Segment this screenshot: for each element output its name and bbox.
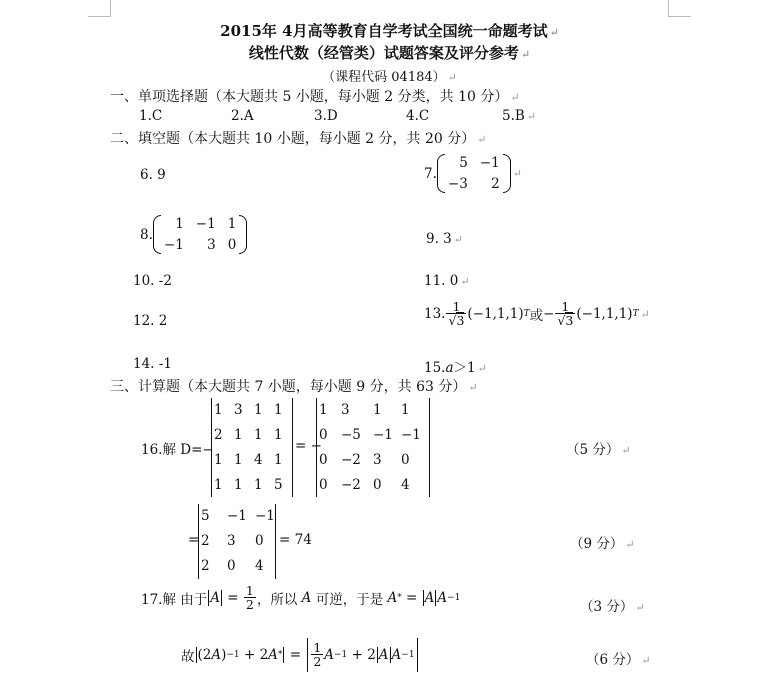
answer-8: 8. 1 −1 1 −1 3 0: [140, 215, 247, 254]
course-code: （课程代码 04184） ↵: [322, 70, 457, 85]
crop-mark-left: [88, 0, 111, 17]
crop-mark-right: [668, 0, 691, 17]
determinant-1: 1 3 1 1 2 1 1 1 1 1 4 1 1 1 1 5: [211, 398, 293, 497]
fraction-1-over-sqrt3: $\frac{1}{√3}$: [557, 299, 574, 328]
return-mark-icon: ↵: [447, 71, 457, 84]
fraction-one-half: $\frac{1}{2}$: [313, 640, 322, 669]
determinant-3: 5 −1 −1 2 3 0 2 0 4: [198, 504, 276, 579]
matrix-8: 1 −1 1 −1 3 0: [153, 215, 247, 254]
answer-5: 5.B ↵: [502, 108, 537, 124]
answer-6: 6. 9: [140, 167, 166, 183]
q17-line-1: 17.解 由于 A = $\frac{1}{2}$ ，所以 A 可逆，于是 A * = A A −1: [141, 583, 461, 612]
q16-score-1: （5 分） ↵: [566, 442, 631, 458]
answer-4: 4.C: [406, 108, 430, 124]
return-mark-icon: ↵: [625, 538, 635, 551]
answer-2: 2.A: [231, 108, 254, 124]
answer-11: 11. 0 ↵: [424, 273, 470, 289]
title-line-1: 2015年 4月高等教育自学考试全国统一命题考试 ↵: [220, 22, 559, 40]
q16-label: 16.解 D=−: [141, 442, 214, 458]
return-mark-icon: ↵: [635, 601, 645, 614]
return-mark-icon: ↵: [477, 362, 487, 375]
equals-minus: = −: [295, 438, 322, 454]
return-mark-icon: ↵: [477, 133, 487, 146]
fraction-1-over-sqrt3: $\frac{1}{√3}$: [448, 299, 465, 328]
return-mark-icon: ↵: [641, 654, 651, 667]
section3-heading: 三、计算题（本大题共 7 小题，每小题 9 分，共 63 分） ↵: [110, 379, 478, 395]
answer-7: 7. 5 −1 −3 2 ↵: [424, 155, 522, 192]
return-mark-icon: ↵: [520, 48, 531, 61]
q17-score-2: （6 分） ↵: [586, 652, 651, 668]
matrix-7: 5 −1 −3 2: [437, 154, 511, 193]
answer-10: 10. -2: [133, 273, 172, 289]
determinant-2: 1 3 1 1 0 −5 −1 −1 0 −2 3 0 0 −2 0 4: [316, 398, 430, 497]
answer-15: 15.a＞1 ↵: [424, 360, 487, 376]
return-mark-icon: ↵: [460, 275, 470, 288]
fraction-one-half: $\frac{1}{2}$: [245, 583, 254, 612]
answer-9: 9. 3 ↵: [426, 231, 463, 247]
return-mark-icon: ↵: [621, 444, 631, 457]
return-mark-icon: ↵: [468, 381, 478, 394]
answer-14: 14. -1: [133, 356, 172, 372]
return-mark-icon: ↵: [640, 307, 650, 321]
answer-1: 1.C: [139, 108, 163, 124]
q16-score-2: （9 分） ↵: [570, 536, 635, 552]
return-mark-icon: ↵: [510, 91, 520, 104]
section1-heading: 一、单项选择题（本大题共 5 小题，每小题 2 分类，共 10 分） ↵: [110, 89, 520, 105]
return-mark-icon: ↵: [526, 110, 537, 123]
answer-3: 3.D: [314, 108, 338, 124]
return-mark-icon: ↵: [453, 233, 463, 246]
return-mark-icon: ↵: [512, 167, 522, 180]
section2-heading: 二、填空题（本大题共 10 小题，每小题 2 分，共 20 分） ↵: [110, 131, 487, 147]
q17-line-2: 故 (2 A ) −1 + 2 A * = $\frac{1}{2}$ A −1 + 2 A A −1: [181, 638, 420, 672]
return-mark-icon: ↵: [549, 26, 559, 39]
q16-result: = 74: [279, 532, 312, 548]
answer-13: 13. $\frac{1}{√3}$ (−1,1,1) T 或 − $\frac{1}{√3}$ (−1,1,1) T ↵: [424, 299, 650, 328]
equals-sign: =: [188, 532, 200, 548]
answer-12: 12. 2: [133, 313, 168, 329]
q17-score-1: （3 分） ↵: [580, 599, 645, 615]
title-line-2: 线性代数（经管类）试题答案及评分参考 ↵: [248, 44, 531, 62]
